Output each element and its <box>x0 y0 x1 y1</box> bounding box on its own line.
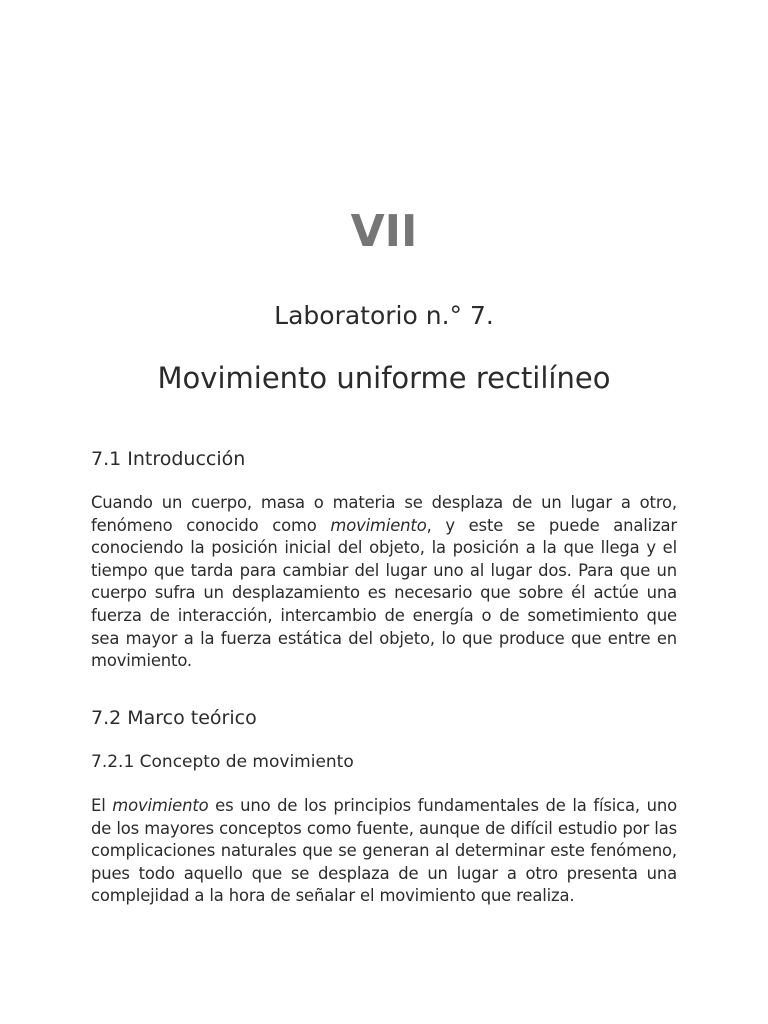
concept-text-part1: El <box>91 796 113 815</box>
intro-text-part1: Cuando un cuerpo, masa o materia se desplaza de un lugar a otro, fenómeno conocido como <box>91 493 677 535</box>
subsection-heading-concept: 7.2.1 Concepto de movimiento <box>91 752 354 772</box>
intro-text-part2: , y este se puede analizar conociendo la posición inicial del objeto, la posición a la que llega y el tiempo que tarda para cambiar del lugar uno al lugar dos. Para que un cuerpo sufra un desplazamiento es necesario que sobre él actúe una fuerza de interacción, intercambio de energía o de sometimiento que sea mayor a la fuerza estática del objeto, lo que produce que entre en movimiento. <box>91 515 678 671</box>
chapter-title: Movimiento uniforme rectilíneo <box>157 361 611 395</box>
concept-paragraph <box>91 795 677 908</box>
lab-label: Laboratorio n.° 7. <box>274 301 494 330</box>
introduction-paragraph <box>91 492 677 673</box>
section-heading-framework: 7.2 Marco teórico <box>91 707 257 729</box>
section-heading-introduction: 7.1 Introducción <box>91 448 246 470</box>
concept-text-part2: es uno de los principios fundamentales de la física, uno de los mayores conceptos como fuente, aunque de difícil estudio por las complicaciones naturales que se generan al determinar este fenómeno, pues todo aquello que se desplaza de un lugar a otro presenta una complejidad a la hora de señalar el movimiento que realiza. <box>91 796 677 906</box>
intro-text-emphasis: movimiento <box>330 515 427 535</box>
concept-text-emphasis: movimiento <box>112 796 209 815</box>
chapter-number: VII <box>350 206 418 257</box>
